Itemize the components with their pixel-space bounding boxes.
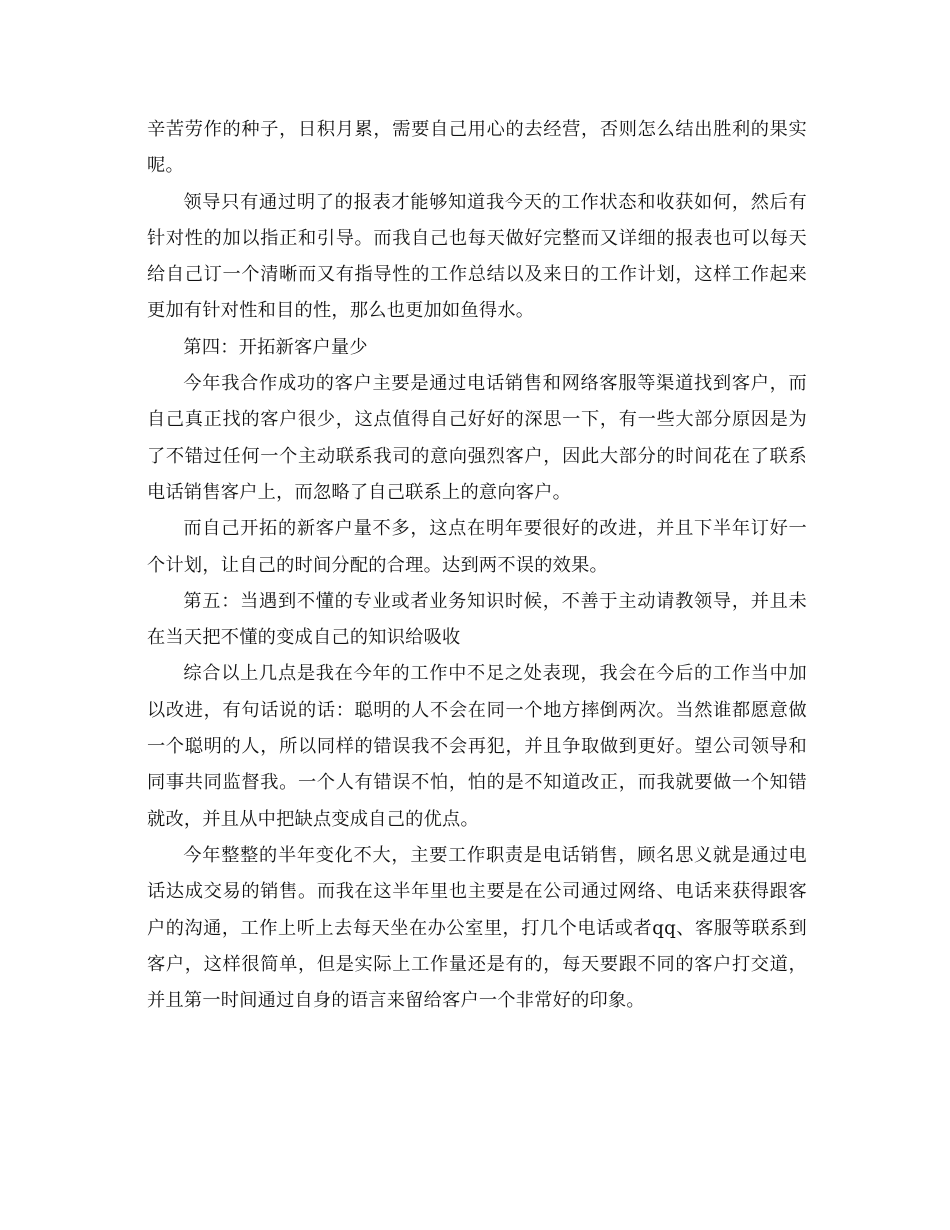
section-heading-fourth: 第四：开拓新客户量少 xyxy=(183,336,368,358)
paragraph-summary: 综合以上几点是我在今年的工作中不足之处表现，我会在今后的工作当中加以改进，有句话说的话：聪明的人不会在同一个地方摔倒两次。当然谁都愿意做一个聪明的人，所以同样的错误我不会再犯，并且争取做到更好。望公司领导和同事共同监督我。一个人有错误不怕，怕的是不知道改正，而我就要做一个知错就改，并且从中把缺点变成自己的优点。 xyxy=(147,663,807,830)
document-body xyxy=(147,112,807,1019)
paragraph-report: 领导只有通过明了的报表才能够知道我今天的工作状态和收获如何，然后有针对性的加以指正和引导。而我自己也每天做好完整而又详细的报表也可以每天给自己订一个清晰而又有指导性的工作总结以及来日的工作计划，这样工作起来更加有针对性和目的性，那么也更加如鱼得水。 xyxy=(147,191,807,322)
paragraph-new-customers: 而自己开拓的新客户量不多，这点在明年要很好的改进，并且下半年订好一个计划，让自己的时间分配的合理。达到两不误的效果。 xyxy=(147,518,807,576)
paragraph-half-year: 今年整整的半年变化不大，主要工作职责是电话销售，顾名思义就是通过电话达成交易的销售。而我在这半年里也主要是在公司通过网络、电话来获得跟客户的沟通，工作上听上去每天坐在办公室里，打几个电话或者qq、客服等联系到客户，这样很简单，但是实际上工作量还是有的，每天要跟不同的客户打交道，并且第一时间通过自身的语言来留给客户一个非常好的印象。 xyxy=(147,844,807,1012)
paragraph-continuation: 辛苦劳作的种子，日积月累，需要自己用心的去经营，否则怎么结出胜利的果实呢。 xyxy=(147,119,807,177)
paragraph-customers: 今年我合作成功的客户主要是通过电话销售和网络客服等渠道找到客户，而自己真正找的客户很少，这点值得自己好好的深思一下，有一些大部分原因是为了不错过任何一个主动联系我司的意向强烈客户，因此大部分的时间花在了联系电话销售客户上，而忽略了自己联系上的意向客户。 xyxy=(147,373,807,503)
section-heading-fifth: 第五：当遇到不懂的专业或者业务知识时候，不善于主动请教领导，并且未在当天把不懂的变成自己的知识给吸收 xyxy=(147,590,807,649)
